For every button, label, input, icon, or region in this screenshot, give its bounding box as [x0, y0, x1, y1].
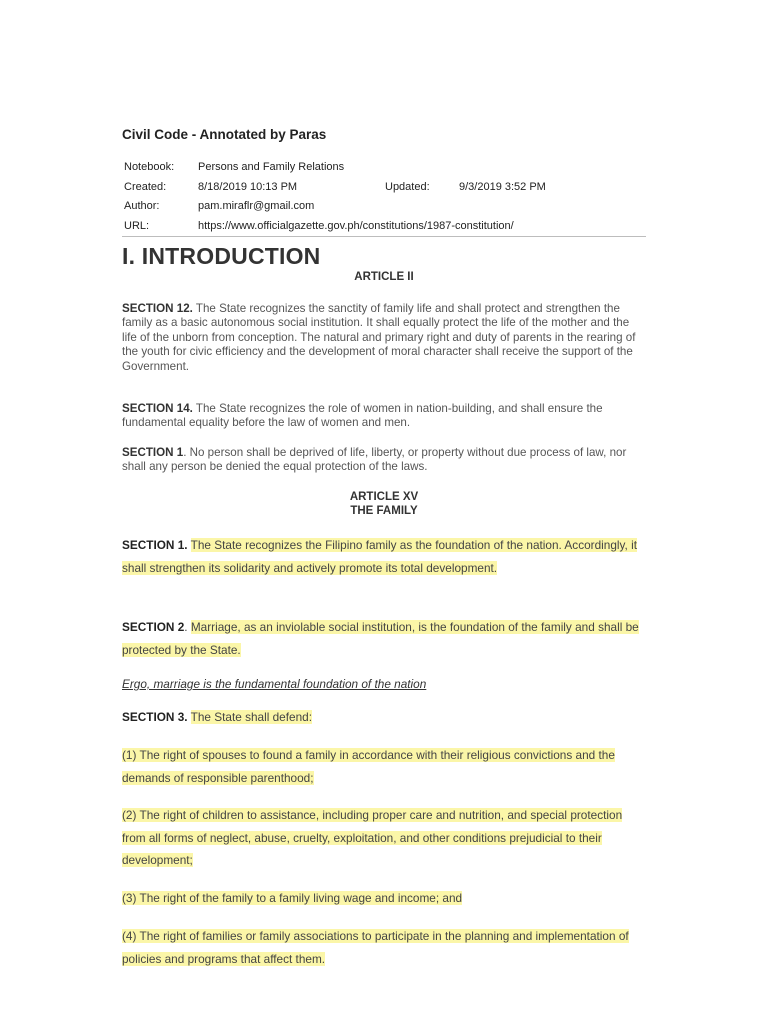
notebook-label: Notebook:: [124, 161, 175, 173]
meta-row-notebook: [122, 160, 646, 180]
section-label: SECTION 14.: [122, 402, 193, 415]
url-label: URL:: [124, 219, 150, 232]
right-item-2: [122, 804, 646, 872]
created-value: 8/18/2019 10:13 PM: [198, 180, 298, 193]
family-section-3: [122, 706, 646, 729]
url-link[interactable]: https://www.officialgazette.gov.ph/constitutions/1987-constitution/: [198, 219, 514, 232]
section-1-bill-of-rights-paragraph: [122, 446, 646, 475]
family-section-1: [122, 534, 646, 579]
section-label: SECTION 1: [122, 446, 184, 459]
section-14-paragraph: [122, 402, 646, 431]
section-heading: I. INTRODUCTION: [122, 243, 321, 269]
highlighted-text: (3) The right of the family to a family living wage and income; and: [122, 891, 463, 905]
highlighted-text: The State recognizes the Filipino family as the foundation of the nation. Accordingly, it shall strengthen its solidarity and actively promote its total development.: [122, 538, 637, 575]
annotation-note: Ergo, marriage is the fundamental foundation of the nation: [122, 677, 427, 691]
highlighted-text: (2) The right of children to assistance, including proper care and nutrition, and special protection from all forms of neglect, abuse, cruelty, exploitation, and other conditions prejudicial to their development;: [122, 808, 623, 867]
updated-value: 9/3/2019 3:52 PM: [459, 180, 546, 193]
section-label: SECTION 1.: [122, 538, 188, 552]
document-title: Civil Code - Annotated by Paras: [122, 127, 327, 142]
metadata-divider: [122, 236, 646, 237]
highlighted-text: (4) The right of families or family associations to participate in the planning and implementation of policies and programs that affect them.: [122, 929, 629, 966]
family-section-2: [122, 616, 646, 661]
right-item-1: [122, 744, 646, 789]
meta-row-created: [122, 180, 646, 200]
article-subheading: THE FAMILY: [350, 505, 418, 517]
note-metadata: [122, 160, 646, 238]
highlighted-text: (1) The right of spouses to found a family in accordance with their religious convictions and the demands of responsible parenthood;: [122, 748, 615, 785]
section-separator: .: [184, 620, 191, 634]
section-label: SECTION 12.: [122, 302, 193, 315]
updated-label: Updated:: [385, 180, 430, 193]
highlighted-text: The State shall defend:: [190, 710, 312, 724]
created-label: Created:: [124, 180, 167, 193]
section-label: SECTION 2: [122, 620, 185, 634]
right-item-4: [122, 925, 646, 970]
article-heading: ARTICLE XV: [349, 491, 419, 503]
section-text: The State recognizes the sanctity of family life and shall protect and strengthen the family as a basic autonomous social institution. It shall equally protect the life of the mother and the life of the unborn from conception. The natural and primary right and duty of parents in the rearing of the youth for civic efficiency and the development of moral character shall receive the support of the Government.: [122, 302, 636, 373]
section-text: The State recognizes the role of women in nation-building, and shall ensure the fundamental equality before the law of women and men.: [122, 402, 603, 430]
section-text: . No person shall be deprived of life, liberty, or property without due process of law, nor shall any person be denied the equal protection of the laws.: [122, 446, 627, 474]
author-label: Author:: [124, 200, 160, 212]
section-12-paragraph: [122, 302, 646, 374]
right-item-3: [122, 887, 646, 910]
article-heading: ARTICLE II: [354, 271, 414, 283]
meta-row-author: [122, 199, 646, 219]
author-value: pam.miraflr@gmail.com: [198, 200, 315, 212]
highlighted-text: Marriage, as an inviolable social institution, is the foundation of the family and shall be protected by the State.: [122, 620, 639, 657]
notebook-value: Persons and Family Relations: [198, 161, 345, 173]
section-label: SECTION 3.: [122, 710, 188, 724]
